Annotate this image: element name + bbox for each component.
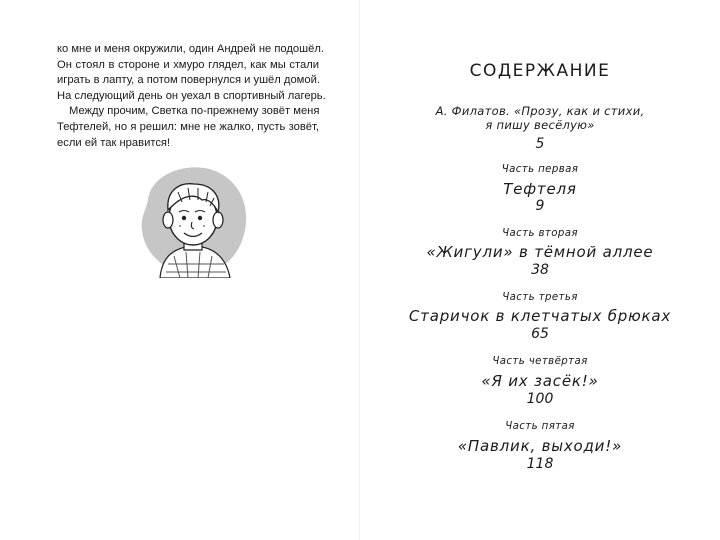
- toc-page-number: 5: [535, 136, 545, 152]
- toc-intro-line: я пишу весёлую»: [485, 118, 595, 132]
- toc-part-label: Часть первая: [501, 164, 579, 175]
- toc-part-name: «Жигули» в тёмной аллее: [426, 243, 654, 261]
- toc-part-label: Часть пятая: [505, 421, 575, 432]
- toc-part-label: Часть третья: [502, 292, 578, 303]
- toc-title: СОДЕРЖАНИЕ: [469, 61, 611, 81]
- text-line: ко мне и меня окружили, один Андрей не подошёл.: [57, 43, 324, 55]
- toc-part-label: Часть четвёртая: [492, 356, 588, 367]
- toc-intro-line: А. Филатов. «Прозу, как и стихи,: [435, 104, 645, 118]
- toc-part-label: Часть вторая: [502, 228, 578, 239]
- story-text: [57, 42, 326, 151]
- toc-page-number: 9: [535, 198, 545, 214]
- toc-page-number: 118: [526, 456, 554, 472]
- text-line: Между прочим, Светка по-прежнему зовёт меня: [69, 105, 320, 118]
- right-page: [360, 0, 720, 540]
- text-line: На следующий день он уехал в спортивный лагерь.: [57, 89, 326, 102]
- toc-page-number: 100: [526, 391, 554, 407]
- table-of-contents: [360, 0, 720, 540]
- toc-part-name: «Павлик, выходи!»: [457, 437, 623, 455]
- toc-part-name: «Я их засёк!»: [481, 372, 599, 390]
- text-line: Он стоял в стороне и хмуро глядел, как мы стали: [57, 58, 319, 71]
- text-line: играть в лапту, а потом повернулся и ушёл домой.: [57, 74, 320, 87]
- boy-illustration: [134, 160, 252, 278]
- toc-part-name: Старичок в клетчатых брюках: [408, 307, 672, 325]
- toc-page-number: 38: [531, 262, 549, 278]
- toc-page-number: 65: [531, 326, 549, 342]
- text-line: если ей так нравится!: [57, 136, 171, 149]
- toc-part-name: Тефтеля: [503, 180, 577, 198]
- text-line: Тефтелей, но я решил: мне не жалко, пусть зовёт,: [57, 120, 319, 133]
